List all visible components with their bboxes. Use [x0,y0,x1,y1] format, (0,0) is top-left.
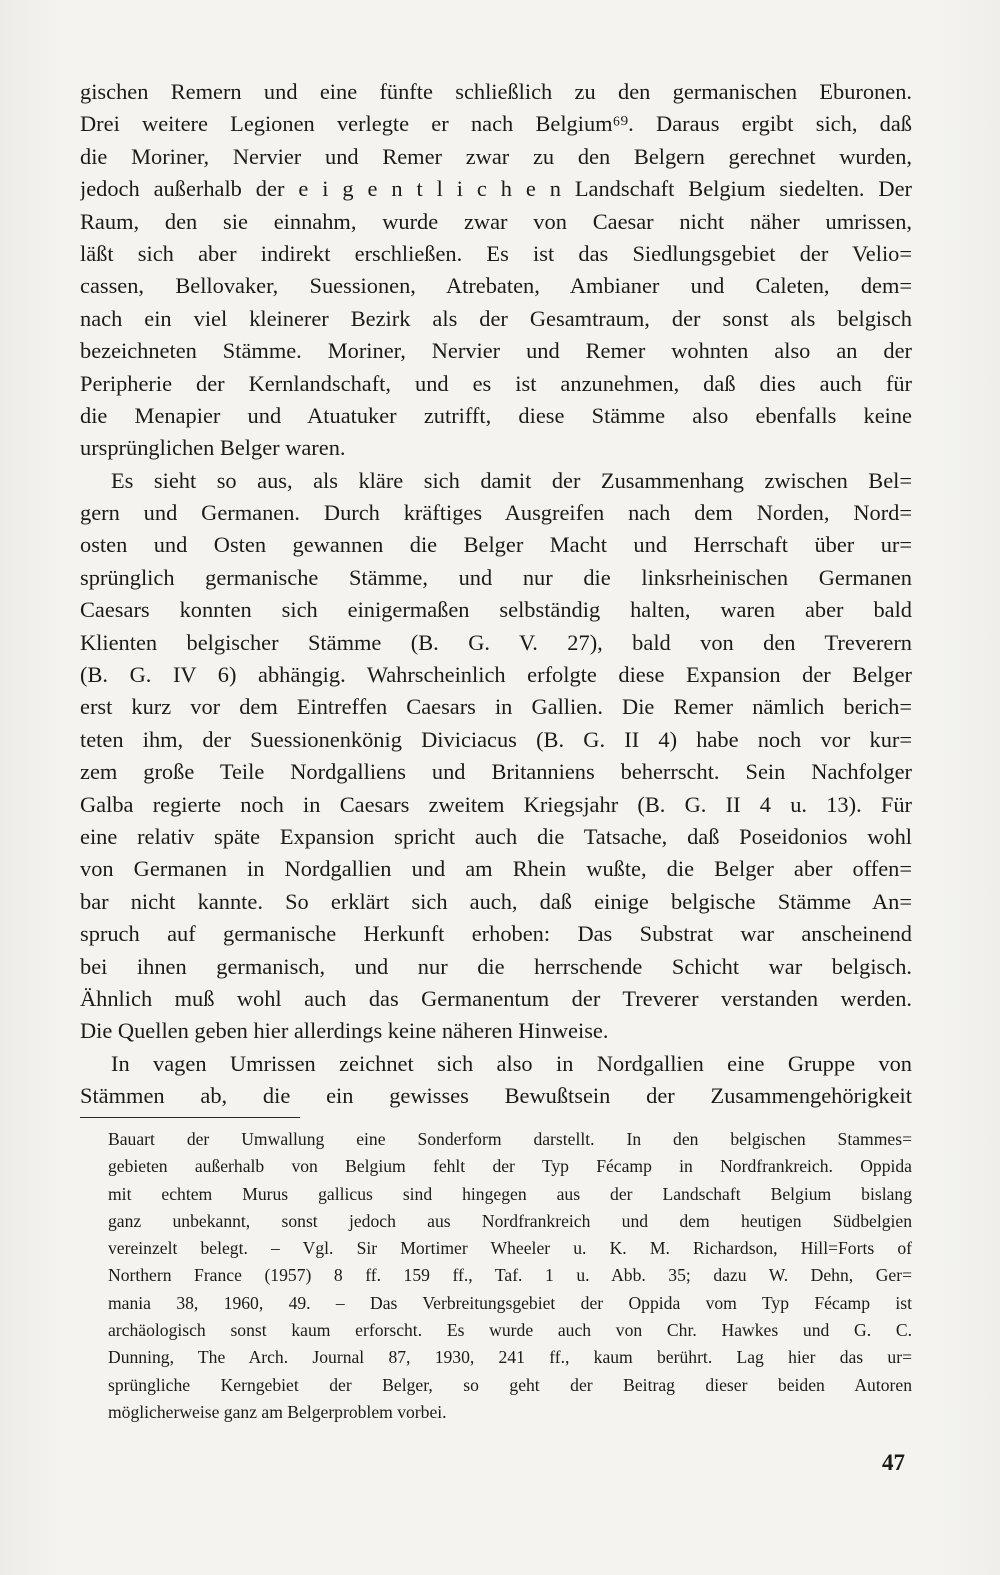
text-line: Raum, den sie einnahm, wurde zwar von Caesar nicht näher umrissen, [80,208,912,234]
text-line: bar nicht kannte. So erklärt sich auch, daß einige belgische Stämme An= [80,888,912,914]
text-line: Stämmen ab, die ein gewisses Bewußtsein der Zusammengehörigkeit [80,1083,912,1109]
footnote-line: Dunning, The Arch. Journal 87, 1930, 241 ff., kaum berührt. Lag hier das ur= [108,1347,912,1368]
text-line: osten und Osten gewannen die Belger Macht und Herrschaft über ur= [80,532,912,558]
text-line: bezeichneten Stämme. Moriner, Nervier und Remer wohnten also an der [80,338,912,364]
footnote-line: sprüngliche Kerngebiet der Belger, so geht der Beitrag dieser beiden Autoren [108,1374,912,1395]
footnote-line: mit echtem Murus gallicus sind hingegen aus der Landschaft Belgium bislang [108,1183,912,1204]
footnote [108,1126,912,1426]
text-line: von Germanen in Nordgallien und am Rhein wußte, die Belger aber offen= [80,856,912,882]
text-line: die Menapier und Atuatuker zutrifft, diese Stämme also ebenfalls keine [80,402,912,428]
text-line: läßt sich aber indirekt erschließen. Es ist das Siedlungsgebiet der Velio= [80,240,912,266]
footnote-line: möglicherweise ganz am Belgerproblem vorbei. [108,1401,447,1422]
text-line: teten ihm, der Suessionenkönig Diviciacus (B. G. II 4) habe noch vor kur= [80,726,912,752]
text-line: die Moriner, Nervier und Remer zwar zu den Belgern gerechnet wurden, [80,143,912,169]
text-line: jedoch außerhalb der e i g e n t l i c h e n Landschaft Belgium siedelten. Der [80,176,912,202]
footnote-line: archäologisch sonst kaum erforscht. Es wurde auch von Chr. Hawkes und G. C. [108,1320,912,1341]
text-line: Peripherie der Kernlandschaft, und es ist anzunehmen, daß dies auch für [80,370,912,396]
text-line: Galba regierte noch in Caesars zweitem Kriegsjahr (B. G. II 4 u. 13). Für [80,791,912,817]
text-line: cassen, Bellovaker, Suessionen, Atrebaten, Ambianer und Caleten, dem= [80,273,912,299]
text-line: Caesars konnten sich einigermaßen selbständig halten, waren aber bald [80,597,912,623]
text-line: eine relativ späte Expansion spricht auch die Tatsache, daß Poseidonios wohl [80,823,912,849]
text-line: spruch auf germanische Herkunft erhoben: Das Substrat war anscheinend [80,921,912,947]
text-line: (B. G. IV 6) abhängig. Wahrscheinlich erfolgte diese Expansion der Belger [80,662,912,688]
text-line: Drei weitere Legionen verlegte er nach Belgium⁶⁹. Daraus ergibt sich, daß [80,111,912,137]
text-line: gischen Remern und eine fünfte schließlich zu den germanischen Eburonen. [80,79,912,104]
footnote-separator [80,1117,300,1118]
page-number: 47 [882,1450,905,1475]
text-line: Die Quellen geben hier allerdings keine näheren Hinweise. [80,1018,609,1044]
text-line: erst kurz vor dem Eintreffen Caesars in Gallien. Die Remer nämlich berich= [80,694,912,720]
footnote-line: gebieten außerhalb von Belgium fehlt der Typ Fécamp in Nordfrankreich. Oppida [108,1156,912,1177]
paragraph-start-line: In vagen Umrissen zeichnet sich also in Nordgallien eine Gruppe von [111,1050,912,1076]
footnote-line: vereinzelt belegt. – Vgl. Sir Mortimer Wheeler u. K. M. Richardson, Hill=Forts of [108,1238,912,1259]
text-line: ursprünglichen Belger waren. [80,435,346,461]
text-line: gern und Germanen. Durch kräftiges Ausgreifen nach dem Norden, Nord= [80,500,912,526]
footnote-line: Northern France (1957) 8 ff. 159 ff., Taf. 1 u. Abb. 35; dazu W. Dehn, Ger= [108,1265,912,1286]
text-line: sprünglich germanische Stämme, und nur die linksrheinischen Germanen [80,564,912,590]
main-text [80,76,912,1113]
text-line: Klienten belgischer Stämme (B. G. V. 27), bald von den Treverern [80,629,912,655]
paragraph-start-line: Es sieht so aus, als kläre sich damit der Zusammenhang zwischen Bel= [111,467,912,493]
text-line: zem große Teile Nordgalliens und Britanniens beherrscht. Sein Nachfolger [80,759,912,785]
footnote-line: mania 38, 1960, 49. – Das Verbreitungsgebiet der Oppida vom Typ Fécamp ist [108,1292,912,1313]
footnote-line: Bauart der Umwallung eine Sonderform darstellt. In den belgischen Stammes= [108,1129,912,1149]
text-line: Ähnlich muß wohl auch das Germanentum der Treverer verstanden werden. [80,985,912,1011]
text-line: nach ein viel kleinerer Bezirk als der Gesamtraum, der sonst als belgisch [80,305,912,331]
footnote-line: ganz unbekannt, sonst jedoch aus Nordfrankreich und dem heutigen Südbelgien [108,1210,912,1231]
text-line: bei ihnen germanisch, und nur die herrschende Schicht war belgisch. [80,953,912,979]
